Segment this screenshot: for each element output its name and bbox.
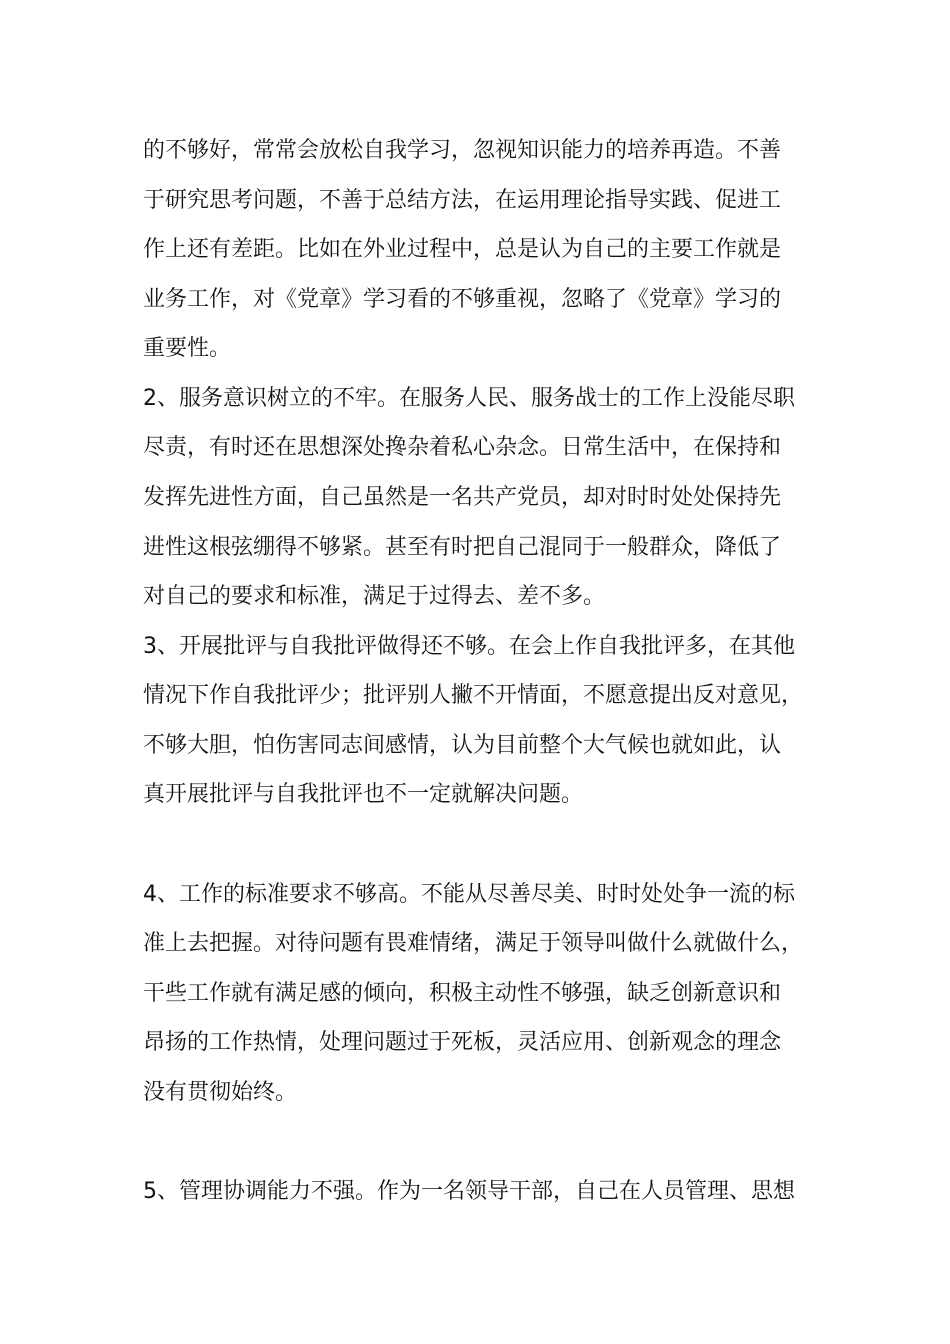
text-line: 发挥先进性方面，自己虽然是一名共产党员，却对时时处处保持先 [143,485,782,510]
text-line: 干些工作就有满足感的倾向，积极主动性不够强，缺乏创新意识和 [143,981,782,1006]
text-line: 不够大胆，怕伤害同志间感情，认为目前整个大气候也就如此，认 [143,733,782,758]
text-line: 进性这根弦绷得不够紧。甚至有时把自己混同于一般群众，降低了 [143,535,782,560]
text-line: 于研究思考问题，不善于总结方法，在运用理论指导实践、促进工 [143,188,782,213]
text-line: 5、管理协调能力不强。作为一名领导干部，自己在人员管理、思想 [143,1179,795,1204]
text-line: 4、工作的标准要求不够高。不能从尽善尽美、时时处处争一流的标 [143,882,795,907]
text-line: 业务工作，对《党章》学习看的不够重视，忽略了《党章》学习的 [143,287,782,312]
text-line: 作上还有差距。比如在外业过程中，总是认为自己的主要工作就是 [143,237,782,262]
text-line: 重要性。 [143,336,232,361]
text-line: 的不够好，常常会放松自我学习，忽视知识能力的培养再造。不善 [143,138,782,163]
text-line: 真开展批评与自我批评也不一定就解决问题。 [143,782,584,807]
text-line: 3、开展批评与自我批评做得还不够。在会上作自我批评多，在其他 [143,634,795,659]
text-line: 准上去把握。对待问题有畏难情绪，满足于领导叫做什么就做什么， [143,931,804,956]
text-line: 情况下作自我批评少；批评别人撇不开情面，不愿意提出反对意见， [143,683,804,708]
text-line: 2、服务意识树立的不牢。在服务人民、服务战士的工作上没能尽职 [143,386,795,411]
text-line: 尽责，有时还在思想深处搀杂着私心杂念。日常生活中，在保持和 [143,435,782,460]
text-line: 没有贯彻始终。 [143,1080,298,1105]
text-line: 昂扬的工作热情，处理问题过于死板，灵活应用、创新观念的理念 [143,1030,782,1055]
text-line: 对自己的要求和标准，满足于过得去、差不多。 [143,584,606,609]
